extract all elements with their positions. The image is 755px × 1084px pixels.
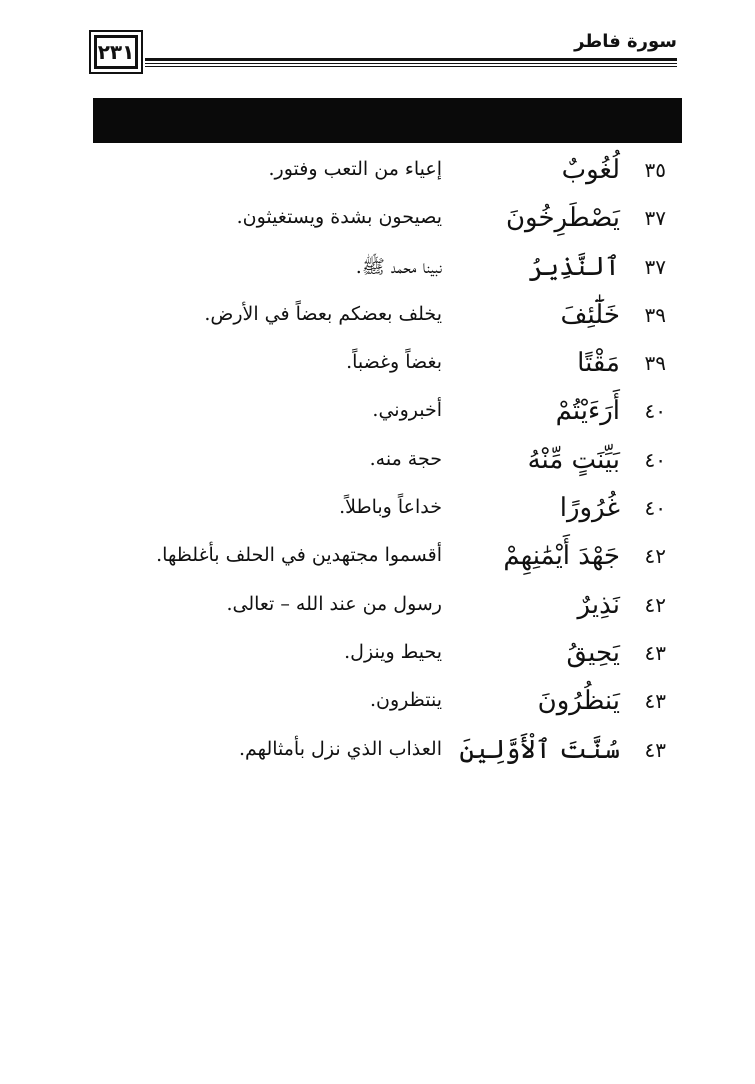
list-item [0, 389, 755, 437]
surah-title: سورة فاطر [574, 31, 677, 52]
quran-word: مَقْتًا [577, 348, 620, 379]
verse-number: ٤٠ [644, 447, 666, 472]
quran-word: لُغُوبٌ [561, 155, 620, 185]
list-item [0, 438, 755, 486]
quran-word: جَهْدَ أَيْمَٰنِهِمْ [503, 541, 620, 572]
verse-number: ٤٣ [644, 689, 666, 714]
word-meaning: خداعاً وباطلاً. [339, 496, 442, 519]
word-meaning: ينتظرون. [370, 689, 442, 712]
word-meaning: يحيط وينزل. [344, 640, 442, 663]
list-item [0, 148, 755, 196]
list-item [0, 196, 755, 244]
quran-word: بَيِّنَتٍ مِّنْهُ [527, 444, 620, 475]
verse-number: ٤٣ [644, 737, 666, 762]
section-header-bar [93, 98, 682, 143]
word-meaning: بغضاً وغضباً. [346, 351, 442, 374]
quran-word: يَحِيقُ [566, 637, 620, 668]
word-meaning: أقسموا مجتهدين في الحلف بأغلظها. [156, 544, 442, 567]
word-meaning: يخلف بعضكم بعضاً في الأرض. [204, 302, 442, 325]
quran-word: سُنَّتَ ٱلْأَوَّلِينَ [459, 734, 620, 765]
verse-number: ٤٠ [644, 399, 666, 424]
quran-word: يَنظُرُونَ [537, 686, 620, 717]
quran-word: خَلَٰٓئِفَ [560, 299, 620, 330]
quran-word: غُرُورًا [559, 493, 620, 524]
quran-word: يَصْطَرِخُونَ [505, 203, 620, 234]
quran-word: أَرَءَيْتُمْ [555, 396, 620, 427]
verse-number: ٤٢ [644, 592, 666, 617]
header-rule [145, 58, 677, 67]
verse-number: ٣٥ [644, 158, 666, 182]
word-meaning: رسول من عند الله – تعالى. [226, 592, 442, 615]
page-number-box [89, 30, 143, 74]
quran-word: ٱلنَّذِيرُ [528, 251, 620, 282]
list-item [0, 679, 755, 727]
word-meaning: أخبروني. [372, 399, 442, 422]
list-item [0, 728, 755, 776]
list-item [0, 293, 755, 341]
list-item [0, 534, 755, 582]
list-item [0, 341, 755, 389]
verse-number: ٣٩ [644, 351, 666, 376]
verse-number: ٤٢ [644, 544, 666, 569]
verse-number: ٣٩ [644, 302, 666, 327]
word-meaning: نبينا محمد ﷺ. [355, 255, 442, 278]
quran-word: نَذِيرٌ [577, 589, 620, 620]
word-meaning: إعياء من التعب وفتور. [268, 158, 442, 180]
list-item [0, 486, 755, 534]
verse-number: ٤٣ [644, 640, 666, 665]
verse-number: ٤٠ [644, 496, 666, 521]
verse-number: ٣٧ [644, 254, 666, 279]
word-meaning: حجة منه. [369, 447, 442, 470]
page-number: ٢٣١ [94, 35, 138, 69]
verse-number: ٣٧ [644, 206, 666, 231]
list-item [0, 583, 755, 631]
word-meaning: يصيحون بشدة ويستغيثون. [236, 206, 442, 229]
list-item [0, 631, 755, 679]
word-meaning: العذاب الذي نزل بأمثالهم. [239, 737, 442, 760]
vocabulary-list [0, 148, 755, 776]
list-item [0, 245, 755, 293]
